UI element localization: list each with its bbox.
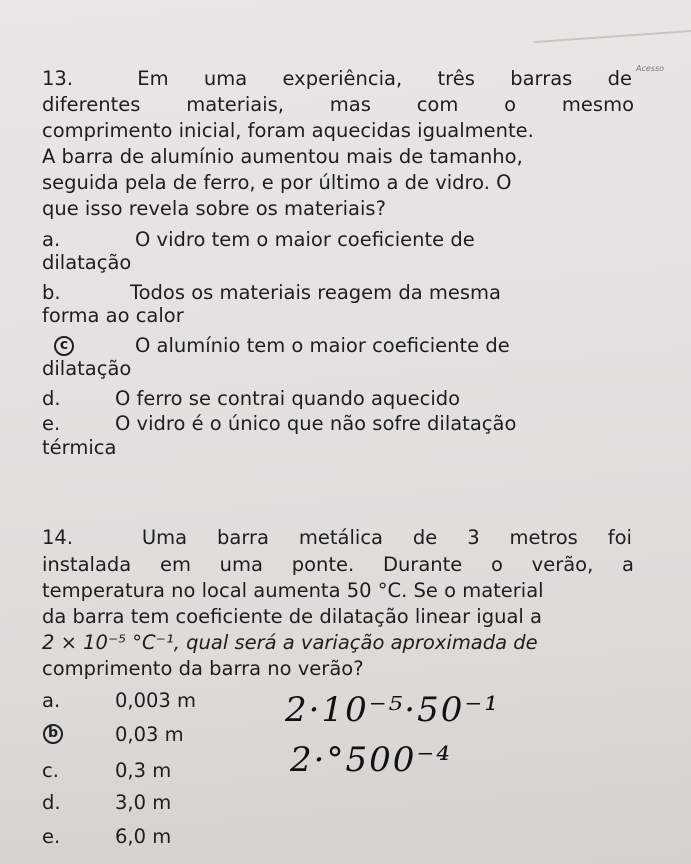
- q14-option-d-text: 3,0 m: [115, 791, 172, 814]
- q13-option-b-letter: b.: [42, 281, 61, 304]
- q13-word: uma: [203, 67, 248, 90]
- q14-option-a-letter: a.: [42, 689, 61, 712]
- q14-option-d-letter: d.: [42, 791, 61, 814]
- q13-word: Em: [137, 67, 169, 90]
- q13-option-c-cont: dilatação: [42, 357, 132, 380]
- handwritten-calculation-1: 2·10⁻⁵·50⁻¹: [285, 690, 500, 730]
- q14-option-b-selected-circle: b: [43, 724, 63, 744]
- q14-line-1: [42, 527, 632, 549]
- q13-word: barras: [510, 67, 573, 90]
- q14-option-e-letter: e.: [42, 825, 61, 848]
- q14-number: 14.: [42, 526, 74, 549]
- q14-word: foi: [607, 526, 632, 549]
- q13-line-5: seguida pela de ferro, e por último a de vidro. O: [42, 171, 512, 194]
- q14-word: barra: [217, 526, 269, 549]
- q14-word: ponte.: [291, 553, 355, 576]
- q13-option-e-letter: e.: [42, 412, 61, 435]
- q14-word: 3: [467, 526, 480, 549]
- q14-word: a: [622, 553, 634, 576]
- q14-word: em: [159, 553, 191, 576]
- q13-option-b-cont: forma ao calor: [42, 304, 184, 327]
- q14-word: metálica: [298, 526, 383, 549]
- handwritten-calculation-2: 2·°500⁻⁴: [290, 740, 452, 780]
- q14-word: Uma: [141, 526, 188, 549]
- corner-stamp: Acesso: [636, 64, 665, 73]
- q13-word: com: [416, 93, 459, 116]
- q14-option-c-letter: c.: [42, 759, 59, 782]
- q14-line-5: 2 × 10⁻⁵ °C⁻¹, qual será a variação aproximada de: [42, 631, 538, 654]
- q14-word: o: [491, 553, 503, 576]
- q13-option-a-letter: a.: [42, 228, 61, 251]
- q13-line-6: que isso revela sobre os materiais?: [42, 197, 386, 220]
- q13-word: mas: [329, 93, 371, 116]
- q14-option-a-text: 0,003 m: [115, 689, 197, 712]
- q13-option-c-selected-circle: c: [54, 336, 74, 356]
- q14-word: de: [412, 526, 438, 549]
- q13-word: o: [504, 93, 517, 116]
- q14-word: instalada: [42, 553, 132, 576]
- q13-line-2: [42, 94, 634, 116]
- q13-line-1: [42, 68, 632, 90]
- q13-word: materiais,: [186, 93, 284, 116]
- q13-line-3: comprimento inicial, foram aquecidas igualmente.: [42, 119, 534, 142]
- q13-word: diferentes: [42, 93, 141, 116]
- q14-line-2: [42, 554, 634, 576]
- q14-word: verão,: [531, 553, 594, 576]
- q13-line-4: A barra de alumínio aumentou mais de tamanho,: [42, 145, 523, 168]
- q13-option-d-text: O ferro se contrai quando aquecido: [115, 387, 461, 410]
- q14-line-6: comprimento da barra no verão?: [42, 657, 364, 680]
- q14-line-3: temperatura no local aumenta 50 °C. Se o material: [42, 579, 544, 602]
- q13-number: 13.: [42, 67, 74, 90]
- q13-option-e-text: O vidro é o único que não sofre dilatação: [115, 412, 517, 435]
- q14-option-c-text: 0,3 m: [115, 759, 172, 782]
- q13-option-c-text: O alumínio tem o maior coeficiente de: [135, 334, 510, 357]
- q13-word: mesmo: [561, 93, 634, 116]
- option-text: O vidro tem o maior coeficiente de: [135, 228, 475, 251]
- q13-option-a-cont: dilatação: [42, 251, 132, 274]
- q14-option-e-text: 6,0 m: [115, 825, 172, 848]
- q13-option-d-letter: d.: [42, 387, 61, 410]
- page-edge: [531, 0, 691, 43]
- q14-word: Durante: [382, 553, 463, 576]
- q14-word: uma: [219, 553, 263, 576]
- q13-option-a-text: [135, 229, 627, 251]
- q13-word: três: [437, 67, 475, 90]
- q13-word: de: [607, 67, 632, 90]
- q13-option-e-cont: térmica: [42, 436, 117, 459]
- q14-line-4: da barra tem coeficiente de dilatação linear igual a: [42, 605, 542, 628]
- q13-word: experiência,: [282, 67, 403, 90]
- q14-option-b-text: 0,03 m: [115, 723, 184, 746]
- q14-word: metros: [509, 526, 578, 549]
- q13-option-b-text: Todos os materiais reagem da mesma: [130, 281, 501, 304]
